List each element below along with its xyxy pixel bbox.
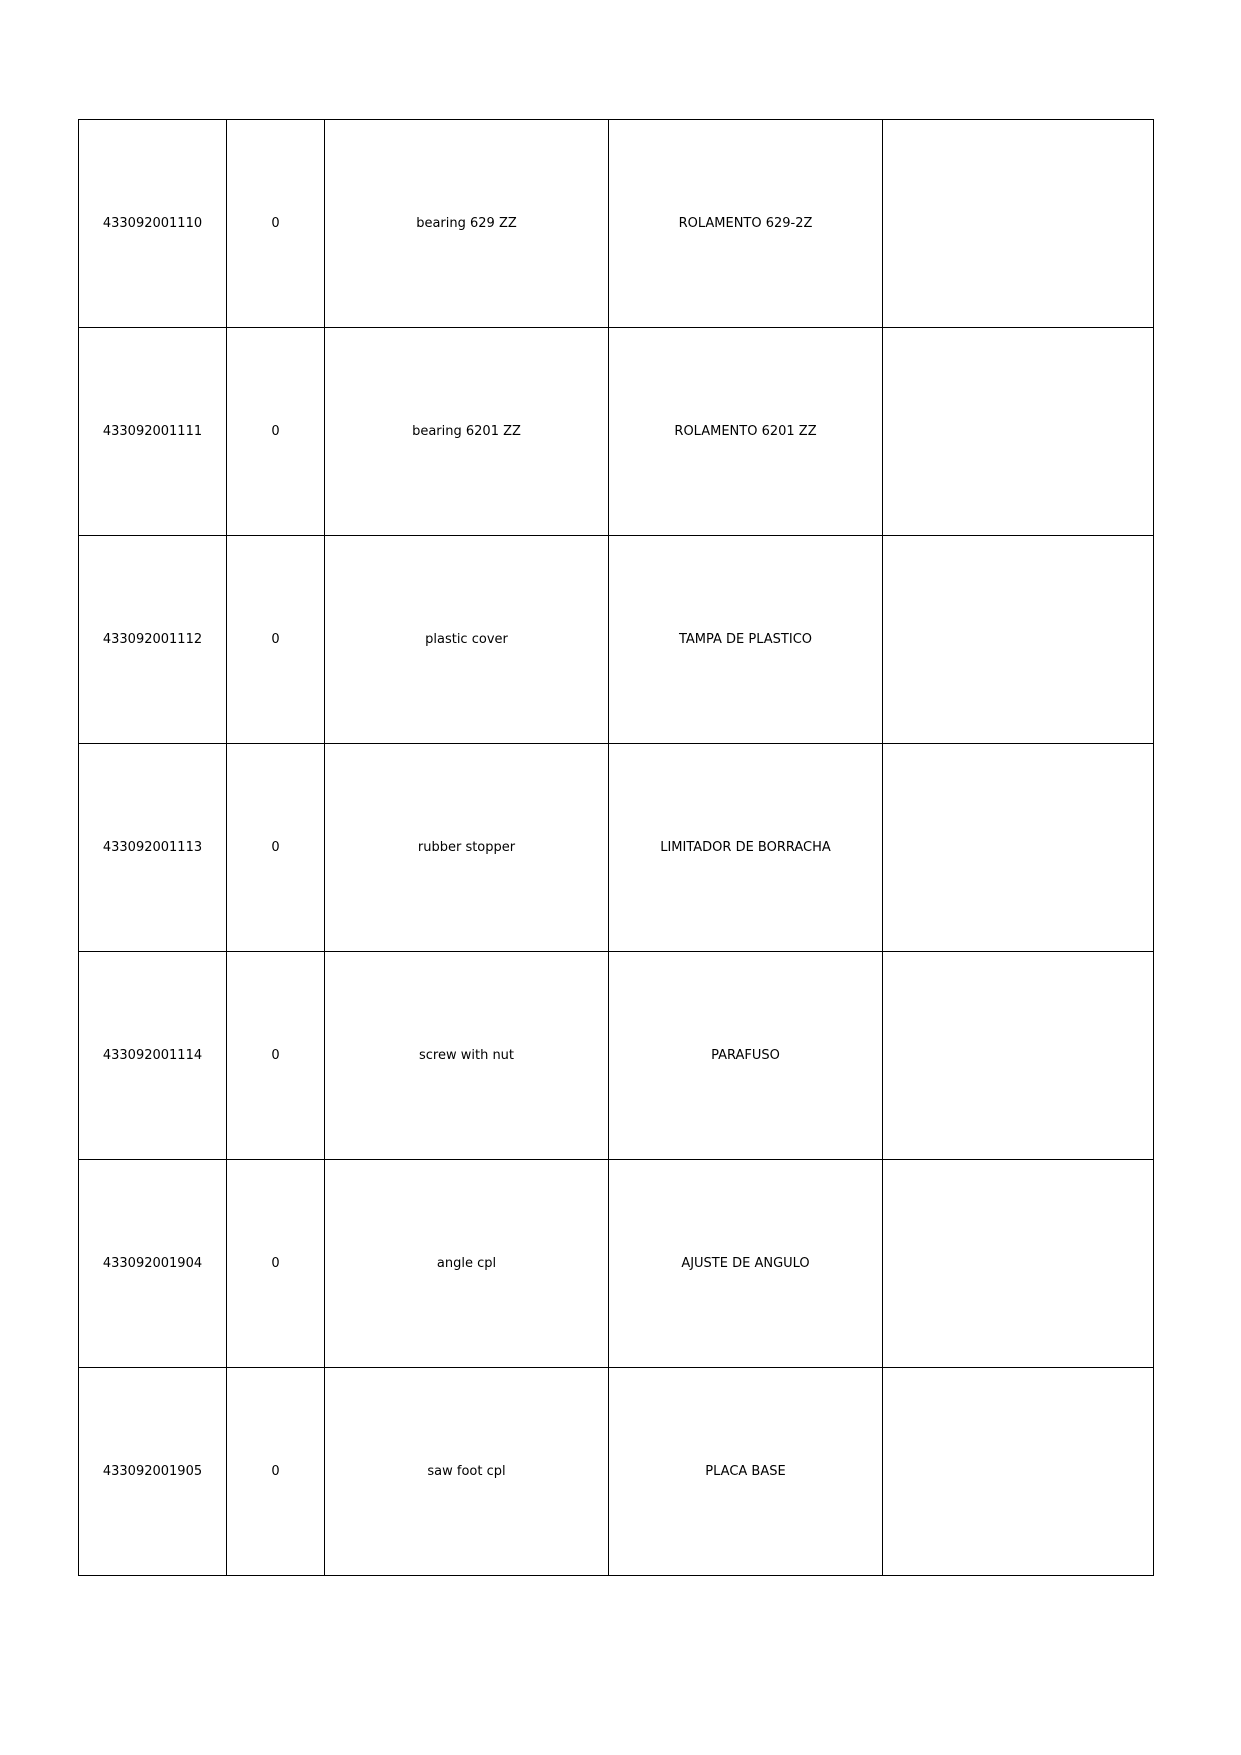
notes-cell [883,328,1154,536]
notes-cell [883,1368,1154,1576]
notes-cell [883,744,1154,952]
part-code-cell: 433092001904 [79,1160,227,1368]
part-code-cell: 433092001111 [79,328,227,536]
quantity-cell: 0 [227,952,325,1160]
notes-cell [883,536,1154,744]
description-en-cell: screw with nut [325,952,609,1160]
part-code-cell: 433092001110 [79,120,227,328]
description-en-cell: bearing 6201 ZZ [325,328,609,536]
table-row [79,1368,1154,1576]
quantity-cell: 0 [227,536,325,744]
table-row [79,536,1154,744]
description-pt-cell: LIMITADOR DE BORRACHA [609,744,883,952]
quantity-cell: 0 [227,120,325,328]
table-row [79,1160,1154,1368]
quantity-cell: 0 [227,328,325,536]
quantity-cell: 0 [227,1368,325,1576]
part-code-cell: 433092001113 [79,744,227,952]
quantity-cell: 0 [227,744,325,952]
description-en-cell: saw foot cpl [325,1368,609,1576]
part-code-cell: 433092001112 [79,536,227,744]
table-row [79,744,1154,952]
description-pt-cell: PARAFUSO [609,952,883,1160]
description-en-cell: plastic cover [325,536,609,744]
quantity-cell: 0 [227,1160,325,1368]
description-pt-cell: ROLAMENTO 629-2Z [609,120,883,328]
table-row [79,952,1154,1160]
notes-cell [883,952,1154,1160]
description-en-cell: rubber stopper [325,744,609,952]
description-pt-cell: ROLAMENTO 6201 ZZ [609,328,883,536]
description-en-cell: angle cpl [325,1160,609,1368]
notes-cell [883,120,1154,328]
description-pt-cell: AJUSTE DE ANGULO [609,1160,883,1368]
table-row [79,120,1154,328]
description-pt-cell: TAMPA DE PLASTICO [609,536,883,744]
table-row [79,328,1154,536]
notes-cell [883,1160,1154,1368]
part-code-cell: 433092001114 [79,952,227,1160]
part-code-cell: 433092001905 [79,1368,227,1576]
description-pt-cell: PLACA BASE [609,1368,883,1576]
description-en-cell: bearing 629 ZZ [325,120,609,328]
parts-table [78,119,1154,1576]
